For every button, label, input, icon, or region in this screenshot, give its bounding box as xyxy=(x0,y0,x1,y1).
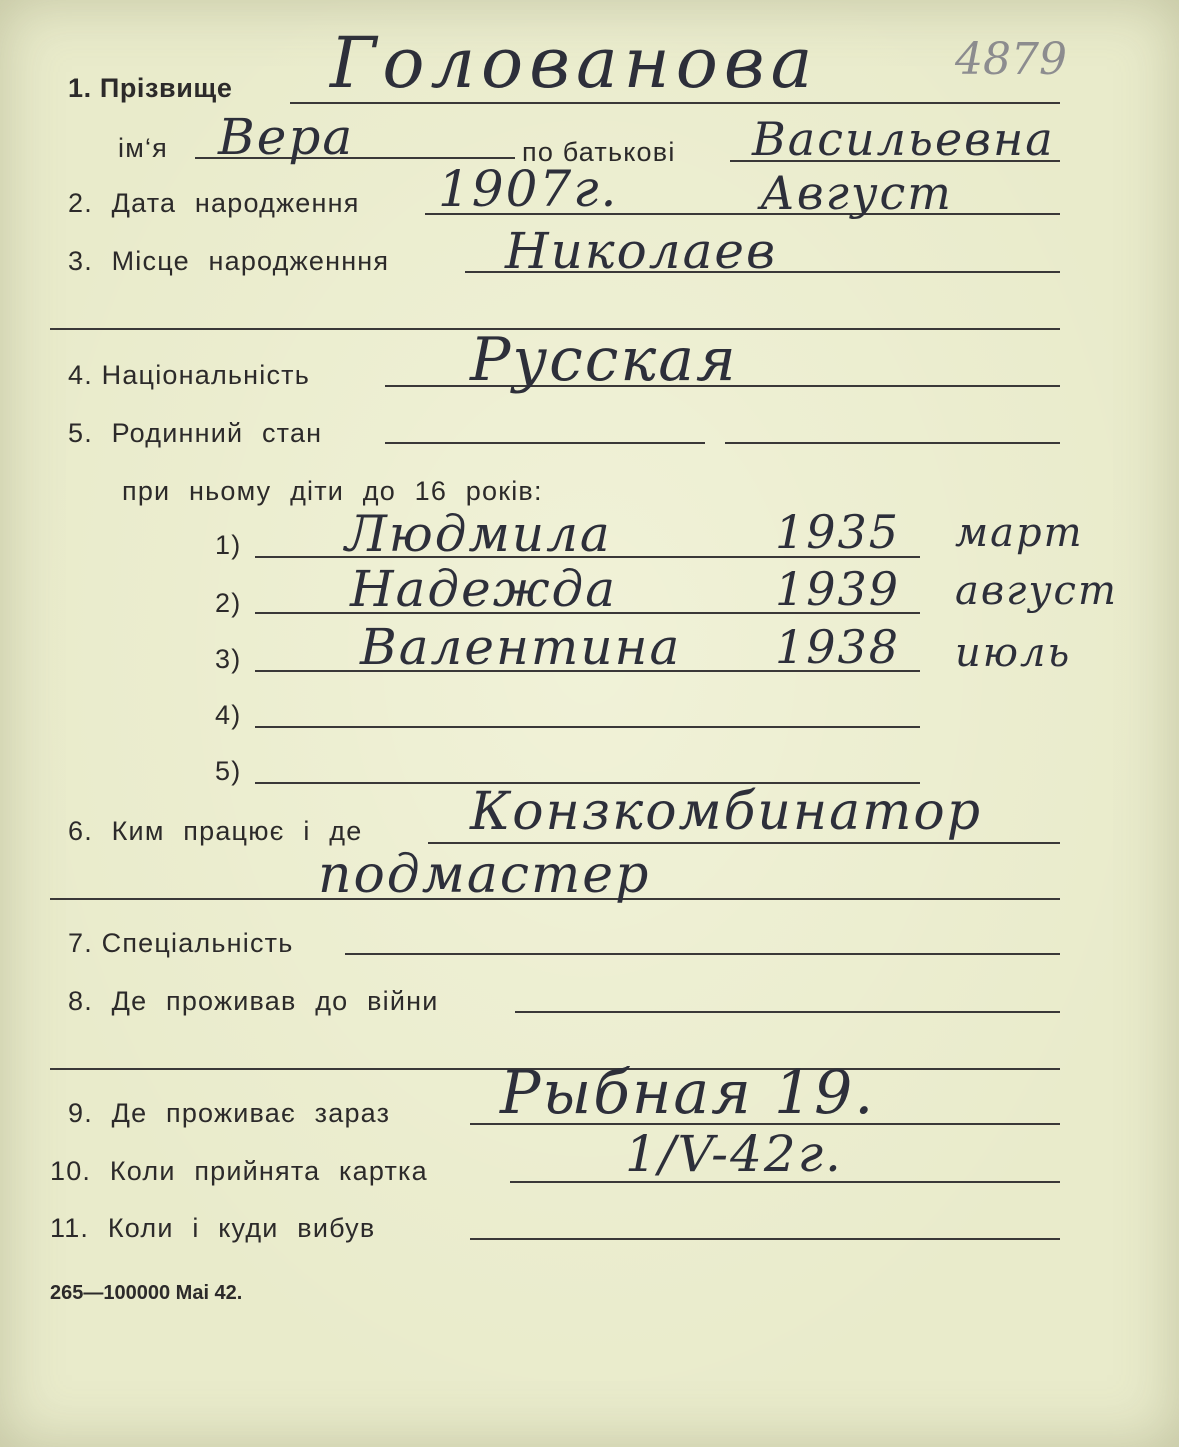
child-3-name: Валентина xyxy=(360,618,682,676)
departed-line xyxy=(470,1238,1060,1240)
card-number: 4879 xyxy=(955,34,1067,85)
child-number-2: 2) xyxy=(215,588,242,618)
print-run-footer: 265—100000 Mai 42. xyxy=(50,1282,243,1304)
child-2-name: Надежда xyxy=(350,560,618,618)
marital-status-line-a xyxy=(385,442,705,444)
patronymic-label: по батькові xyxy=(522,137,676,167)
child-1-name: Людмила xyxy=(345,505,612,563)
child-2-year: 1939 xyxy=(775,562,901,616)
name-label: ім‘я xyxy=(118,133,168,163)
birth-year-value: 1907г. xyxy=(438,160,619,218)
current-residence-value: Рыбная 19. xyxy=(500,1058,876,1128)
departed-label: 11. Коли і куди вибув xyxy=(50,1213,376,1243)
nationality-value: Русская xyxy=(470,325,738,395)
name-value: Вера xyxy=(218,108,355,166)
child-1-month: март xyxy=(955,510,1084,556)
card-accepted-label: 10. Коли прийнята картка xyxy=(50,1156,428,1186)
surname-label: 1. Прізвище xyxy=(68,73,233,103)
marital-status-line-b xyxy=(725,442,1060,444)
specialty-line xyxy=(345,953,1060,955)
current-residence-label: 9. Де проживає зараз xyxy=(68,1098,391,1128)
specialty-label: 7. Спеціальність xyxy=(68,928,294,958)
children-label: при ньому діти до 16 років: xyxy=(122,476,543,506)
child-number-1: 1) xyxy=(215,530,242,560)
surname-value: Голованова xyxy=(330,22,819,104)
child-2-month: август xyxy=(955,568,1118,614)
marital-status-label: 5. Родинний стан xyxy=(68,418,323,448)
child-3-year: 1938 xyxy=(775,620,901,674)
birth-place-label: 3. Місце народженння xyxy=(68,246,390,276)
patronymic-value: Васильевна xyxy=(752,112,1055,166)
child-number-3: 3) xyxy=(215,644,242,674)
work-label: 6. Ким працює і де xyxy=(68,816,363,846)
prewar-residence-line xyxy=(515,1011,1060,1013)
card-accepted-value: 1/V-42г. xyxy=(625,1125,843,1183)
child-number-4: 4) xyxy=(215,700,242,730)
child-number-5: 5) xyxy=(215,756,242,786)
nationality-label: 4. Національність xyxy=(68,360,311,390)
birth-date-label: 2. Дата народження xyxy=(68,188,360,218)
child-line-4 xyxy=(255,726,920,728)
child-1-year: 1935 xyxy=(775,505,901,559)
work-value-1: Конзкомбинатор xyxy=(470,782,983,842)
birth-place-value: Николаев xyxy=(505,222,778,280)
work-value-2: подмастер xyxy=(318,845,651,905)
birth-month-value: Август xyxy=(760,166,953,220)
child-3-month: июль xyxy=(955,630,1072,676)
prewar-residence-label: 8. Де проживав до війни xyxy=(68,986,439,1016)
work-line xyxy=(428,842,1060,844)
